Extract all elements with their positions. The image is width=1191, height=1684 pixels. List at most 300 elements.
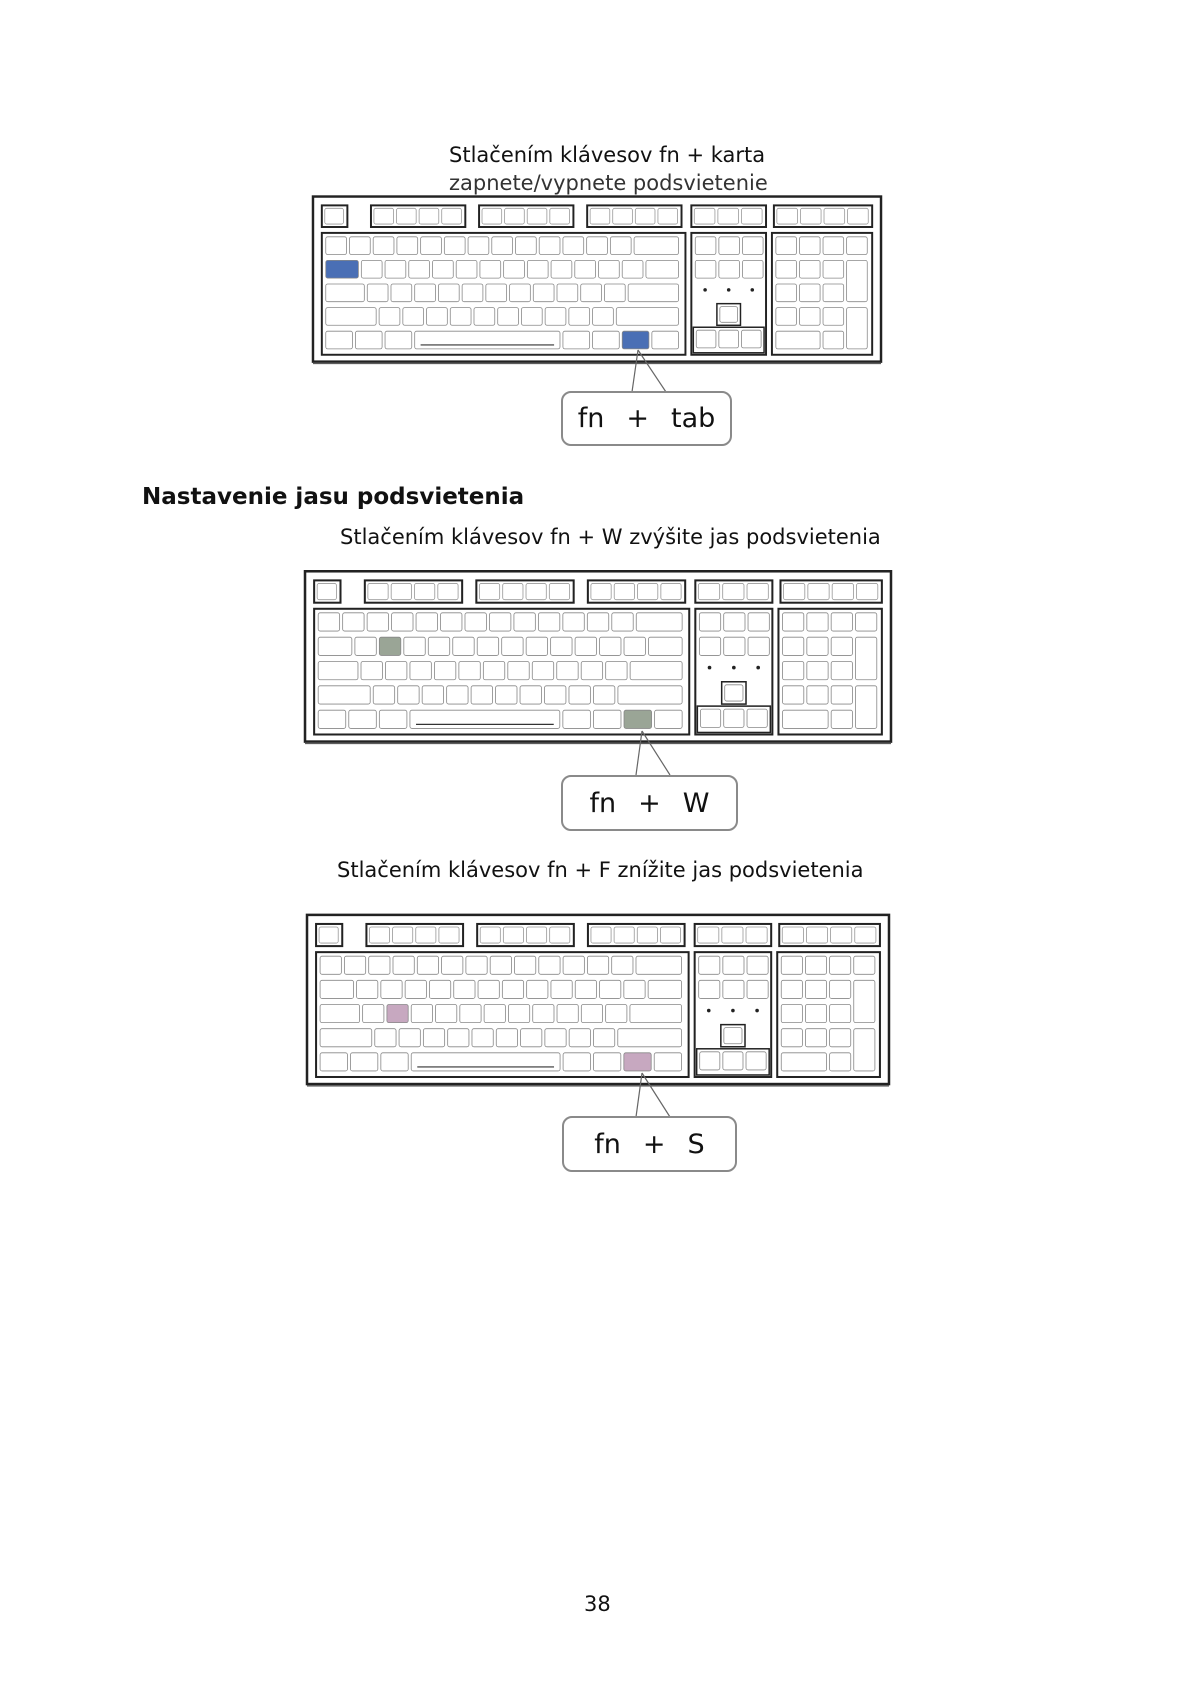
key xyxy=(409,260,430,278)
key xyxy=(624,980,645,998)
key xyxy=(503,927,523,943)
key xyxy=(521,308,542,326)
key xyxy=(823,237,844,255)
key xyxy=(614,583,634,599)
key xyxy=(416,613,437,631)
key xyxy=(655,710,683,728)
key xyxy=(831,686,852,704)
key xyxy=(551,260,572,278)
key-fn-highlighted xyxy=(624,1053,651,1071)
key xyxy=(375,1029,396,1047)
key xyxy=(510,284,531,302)
key xyxy=(830,1005,851,1023)
combo-key-fn: fn xyxy=(594,1128,621,1160)
key xyxy=(477,637,498,655)
key xyxy=(636,956,682,974)
key xyxy=(599,260,620,278)
key xyxy=(718,208,739,224)
key xyxy=(830,1029,851,1047)
key xyxy=(422,686,443,704)
key xyxy=(415,284,436,302)
key xyxy=(459,662,480,680)
key-arrow xyxy=(696,330,716,348)
key xyxy=(624,637,645,655)
key xyxy=(515,237,536,255)
key xyxy=(635,208,655,224)
key xyxy=(563,331,590,349)
key xyxy=(393,927,413,943)
key xyxy=(527,208,547,224)
caption-increase-brightness: Stlačením klávesov fn + W zvýšite jas podsvietenia xyxy=(340,525,881,549)
key xyxy=(415,331,560,349)
key xyxy=(369,927,389,943)
key xyxy=(630,1005,682,1023)
key xyxy=(318,710,346,728)
key-arrow xyxy=(723,1052,743,1070)
caption-toggle-backlight-cut-line: zapnete/vypnete podsvietenie xyxy=(449,171,768,195)
key xyxy=(355,637,376,655)
combo-plus: + xyxy=(642,1128,666,1160)
key xyxy=(526,583,546,599)
key xyxy=(723,583,744,599)
key-arrow xyxy=(747,709,767,727)
key xyxy=(782,927,803,943)
key xyxy=(415,583,435,599)
key xyxy=(349,710,377,728)
key xyxy=(854,980,875,1022)
key xyxy=(398,686,419,704)
key xyxy=(448,1029,469,1047)
key xyxy=(385,331,412,349)
key xyxy=(831,613,852,631)
key xyxy=(781,1029,802,1047)
key xyxy=(748,637,769,655)
key xyxy=(450,308,471,326)
key xyxy=(723,956,744,974)
key xyxy=(854,956,875,974)
key xyxy=(454,980,475,998)
key-combo-callout xyxy=(562,1116,737,1172)
key xyxy=(805,1005,826,1023)
key xyxy=(591,583,611,599)
key xyxy=(557,1005,578,1023)
key xyxy=(472,1029,493,1047)
key xyxy=(724,637,745,655)
key xyxy=(533,1005,554,1023)
key xyxy=(318,686,370,704)
key xyxy=(326,308,376,326)
key xyxy=(741,208,762,224)
key xyxy=(419,208,439,224)
key xyxy=(593,331,620,349)
key xyxy=(563,956,584,974)
key xyxy=(634,237,678,255)
key xyxy=(363,1005,384,1023)
key xyxy=(429,980,450,998)
key xyxy=(417,956,438,974)
key xyxy=(600,637,621,655)
key xyxy=(830,980,851,998)
key xyxy=(742,237,763,255)
key xyxy=(480,260,501,278)
key-arrow-up xyxy=(720,307,738,323)
key xyxy=(483,662,504,680)
key xyxy=(575,260,596,278)
key xyxy=(648,980,681,998)
key xyxy=(527,260,548,278)
key xyxy=(320,956,341,974)
key xyxy=(591,927,611,943)
key xyxy=(587,956,608,974)
key xyxy=(808,583,829,599)
key xyxy=(660,927,680,943)
key xyxy=(652,331,679,349)
key xyxy=(526,637,547,655)
key xyxy=(830,1053,851,1071)
key xyxy=(699,956,720,974)
key-combo-callout xyxy=(561,391,732,446)
key xyxy=(381,980,402,998)
keyboard-diagram-increase xyxy=(304,569,892,754)
key xyxy=(805,1029,826,1047)
key xyxy=(367,613,388,631)
key-arrow xyxy=(700,709,720,727)
key xyxy=(569,686,590,704)
key xyxy=(549,583,569,599)
key xyxy=(847,308,868,349)
key xyxy=(441,613,462,631)
key xyxy=(575,980,596,998)
key xyxy=(428,637,449,655)
key xyxy=(612,613,633,631)
key xyxy=(397,237,418,255)
key xyxy=(593,1053,620,1071)
key xyxy=(325,208,344,224)
key xyxy=(781,956,802,974)
key xyxy=(777,208,798,224)
key xyxy=(326,237,347,255)
key xyxy=(563,710,591,728)
key xyxy=(606,662,627,680)
key xyxy=(722,927,743,943)
key xyxy=(361,662,382,680)
key xyxy=(831,927,852,943)
key xyxy=(410,710,560,728)
key xyxy=(379,710,407,728)
key xyxy=(545,686,566,704)
key xyxy=(699,637,720,655)
key xyxy=(557,284,578,302)
key-tab-highlighted xyxy=(326,260,359,278)
key xyxy=(776,284,797,302)
key xyxy=(823,284,844,302)
key xyxy=(781,980,802,998)
key xyxy=(317,583,336,599)
key xyxy=(724,613,745,631)
key xyxy=(397,208,417,224)
key xyxy=(807,637,828,655)
key-arrow-up xyxy=(725,685,743,701)
key xyxy=(563,613,584,631)
key xyxy=(432,260,453,278)
key xyxy=(832,583,853,599)
key xyxy=(781,1053,826,1071)
key xyxy=(613,208,633,224)
key xyxy=(373,686,394,704)
key xyxy=(368,583,388,599)
keyboard-svg xyxy=(306,912,890,1097)
key xyxy=(502,637,523,655)
key xyxy=(545,308,566,326)
key xyxy=(442,956,463,974)
key xyxy=(622,260,643,278)
key xyxy=(610,237,631,255)
key xyxy=(698,583,719,599)
key xyxy=(350,1053,377,1071)
key xyxy=(719,237,740,255)
key xyxy=(318,613,339,631)
key xyxy=(699,613,720,631)
key xyxy=(484,1005,505,1023)
key xyxy=(587,237,608,255)
key xyxy=(831,710,852,728)
page-number: 38 xyxy=(584,1592,611,1616)
key xyxy=(320,1029,372,1047)
key xyxy=(806,927,827,943)
key xyxy=(465,613,486,631)
key xyxy=(699,980,720,998)
key xyxy=(747,956,768,974)
key xyxy=(695,237,716,255)
key xyxy=(533,284,554,302)
key xyxy=(505,208,525,224)
key xyxy=(453,637,474,655)
key xyxy=(587,613,608,631)
key xyxy=(367,284,388,302)
key xyxy=(478,980,499,998)
key xyxy=(557,662,578,680)
keyboard-svg xyxy=(304,569,892,754)
key xyxy=(385,260,406,278)
combo-key-fn: fn xyxy=(577,403,605,434)
key xyxy=(355,331,382,349)
keyboard-svg xyxy=(312,194,882,374)
key xyxy=(847,237,868,255)
key xyxy=(496,686,517,704)
key xyxy=(747,583,768,599)
key xyxy=(783,686,804,704)
key xyxy=(695,260,716,278)
key xyxy=(498,308,519,326)
key-arrow xyxy=(746,1052,766,1070)
key xyxy=(807,686,828,704)
key-combo-callout xyxy=(561,775,738,831)
key xyxy=(593,686,614,704)
key xyxy=(748,613,769,631)
key xyxy=(503,583,523,599)
key xyxy=(320,1005,360,1023)
key xyxy=(391,583,411,599)
key xyxy=(404,637,425,655)
key xyxy=(539,956,560,974)
key xyxy=(856,637,877,680)
key xyxy=(508,1005,529,1023)
key xyxy=(320,980,353,998)
key xyxy=(318,662,358,680)
key xyxy=(575,637,596,655)
key xyxy=(492,237,513,255)
key xyxy=(856,686,877,729)
key-arrow-up xyxy=(724,1028,742,1044)
key xyxy=(719,260,740,278)
key xyxy=(349,237,370,255)
combo-key-fn: fn xyxy=(589,787,617,819)
section-heading: Nastavenie jasu podsvietenia xyxy=(142,484,525,510)
caption-toggle-backlight: Stlačením klávesov fn + karta xyxy=(449,143,766,167)
key xyxy=(805,980,826,998)
key xyxy=(698,927,719,943)
key xyxy=(514,613,535,631)
key xyxy=(604,284,625,302)
combo-key-tab: tab xyxy=(670,403,716,434)
key xyxy=(800,208,821,224)
key xyxy=(385,662,406,680)
key xyxy=(776,260,797,278)
key xyxy=(490,956,511,974)
key xyxy=(326,331,353,349)
key xyxy=(600,980,621,998)
key xyxy=(434,662,455,680)
key xyxy=(550,927,570,943)
key xyxy=(723,980,744,998)
key xyxy=(399,1029,420,1047)
key xyxy=(486,284,507,302)
key-w-highlighted xyxy=(379,637,400,655)
key xyxy=(411,1053,560,1071)
key xyxy=(520,686,541,704)
key xyxy=(421,237,442,255)
key xyxy=(343,613,364,631)
key xyxy=(799,237,820,255)
key xyxy=(614,927,634,943)
key xyxy=(545,1029,566,1047)
key xyxy=(807,662,828,680)
key xyxy=(508,662,529,680)
key xyxy=(496,1029,517,1047)
key xyxy=(405,980,426,998)
key xyxy=(616,308,678,326)
keyboard-diagram-toggle xyxy=(312,194,882,374)
key xyxy=(438,583,458,599)
key xyxy=(569,1029,590,1047)
key xyxy=(403,308,424,326)
key xyxy=(442,208,462,224)
key xyxy=(482,208,502,224)
key xyxy=(504,260,525,278)
key xyxy=(824,208,845,224)
leader-lines xyxy=(624,1073,684,1119)
key xyxy=(320,1053,347,1071)
key xyxy=(411,1005,432,1023)
key xyxy=(460,1005,481,1023)
key xyxy=(479,583,499,599)
key xyxy=(612,956,633,974)
key xyxy=(857,583,878,599)
key xyxy=(551,637,572,655)
key-s-highlighted xyxy=(387,1005,408,1023)
key xyxy=(393,956,414,974)
key xyxy=(514,956,535,974)
key xyxy=(344,956,365,974)
key xyxy=(783,710,829,728)
key xyxy=(521,1029,542,1047)
key xyxy=(471,686,492,704)
key xyxy=(373,237,394,255)
key xyxy=(742,260,763,278)
key xyxy=(618,1029,682,1047)
key xyxy=(379,308,400,326)
key xyxy=(326,284,365,302)
key xyxy=(361,260,382,278)
key xyxy=(783,613,804,631)
key xyxy=(776,308,797,326)
key xyxy=(807,613,828,631)
key xyxy=(776,331,820,349)
key xyxy=(831,637,852,655)
key xyxy=(784,583,805,599)
key xyxy=(381,1053,408,1071)
key xyxy=(781,1005,802,1023)
key xyxy=(847,260,868,301)
combo-plus: + xyxy=(638,787,661,819)
key xyxy=(805,956,826,974)
key-arrow xyxy=(724,709,744,727)
key xyxy=(438,284,459,302)
key-arrow xyxy=(741,330,761,348)
key xyxy=(569,308,590,326)
key xyxy=(823,331,844,349)
key xyxy=(423,1029,444,1047)
key xyxy=(593,1029,614,1047)
caption-decrease-brightness: Stlačením klávesov fn + F znížite jas podsvietenia xyxy=(337,858,864,882)
key xyxy=(694,208,715,224)
key xyxy=(799,284,820,302)
key xyxy=(391,284,412,302)
key xyxy=(855,927,876,943)
key-fn-highlighted xyxy=(622,331,649,349)
key xyxy=(606,1005,627,1023)
key xyxy=(823,260,844,278)
key xyxy=(474,308,495,326)
key xyxy=(456,260,477,278)
key xyxy=(416,927,436,943)
key xyxy=(581,662,602,680)
key xyxy=(427,308,448,326)
key xyxy=(654,1053,681,1071)
key xyxy=(502,980,523,998)
key xyxy=(636,613,682,631)
key xyxy=(783,637,804,655)
key xyxy=(538,613,559,631)
key xyxy=(392,613,413,631)
key xyxy=(646,260,679,278)
key xyxy=(648,637,682,655)
key xyxy=(436,1005,457,1023)
key xyxy=(746,927,767,943)
key xyxy=(638,583,658,599)
key xyxy=(527,980,548,998)
key xyxy=(628,284,678,302)
